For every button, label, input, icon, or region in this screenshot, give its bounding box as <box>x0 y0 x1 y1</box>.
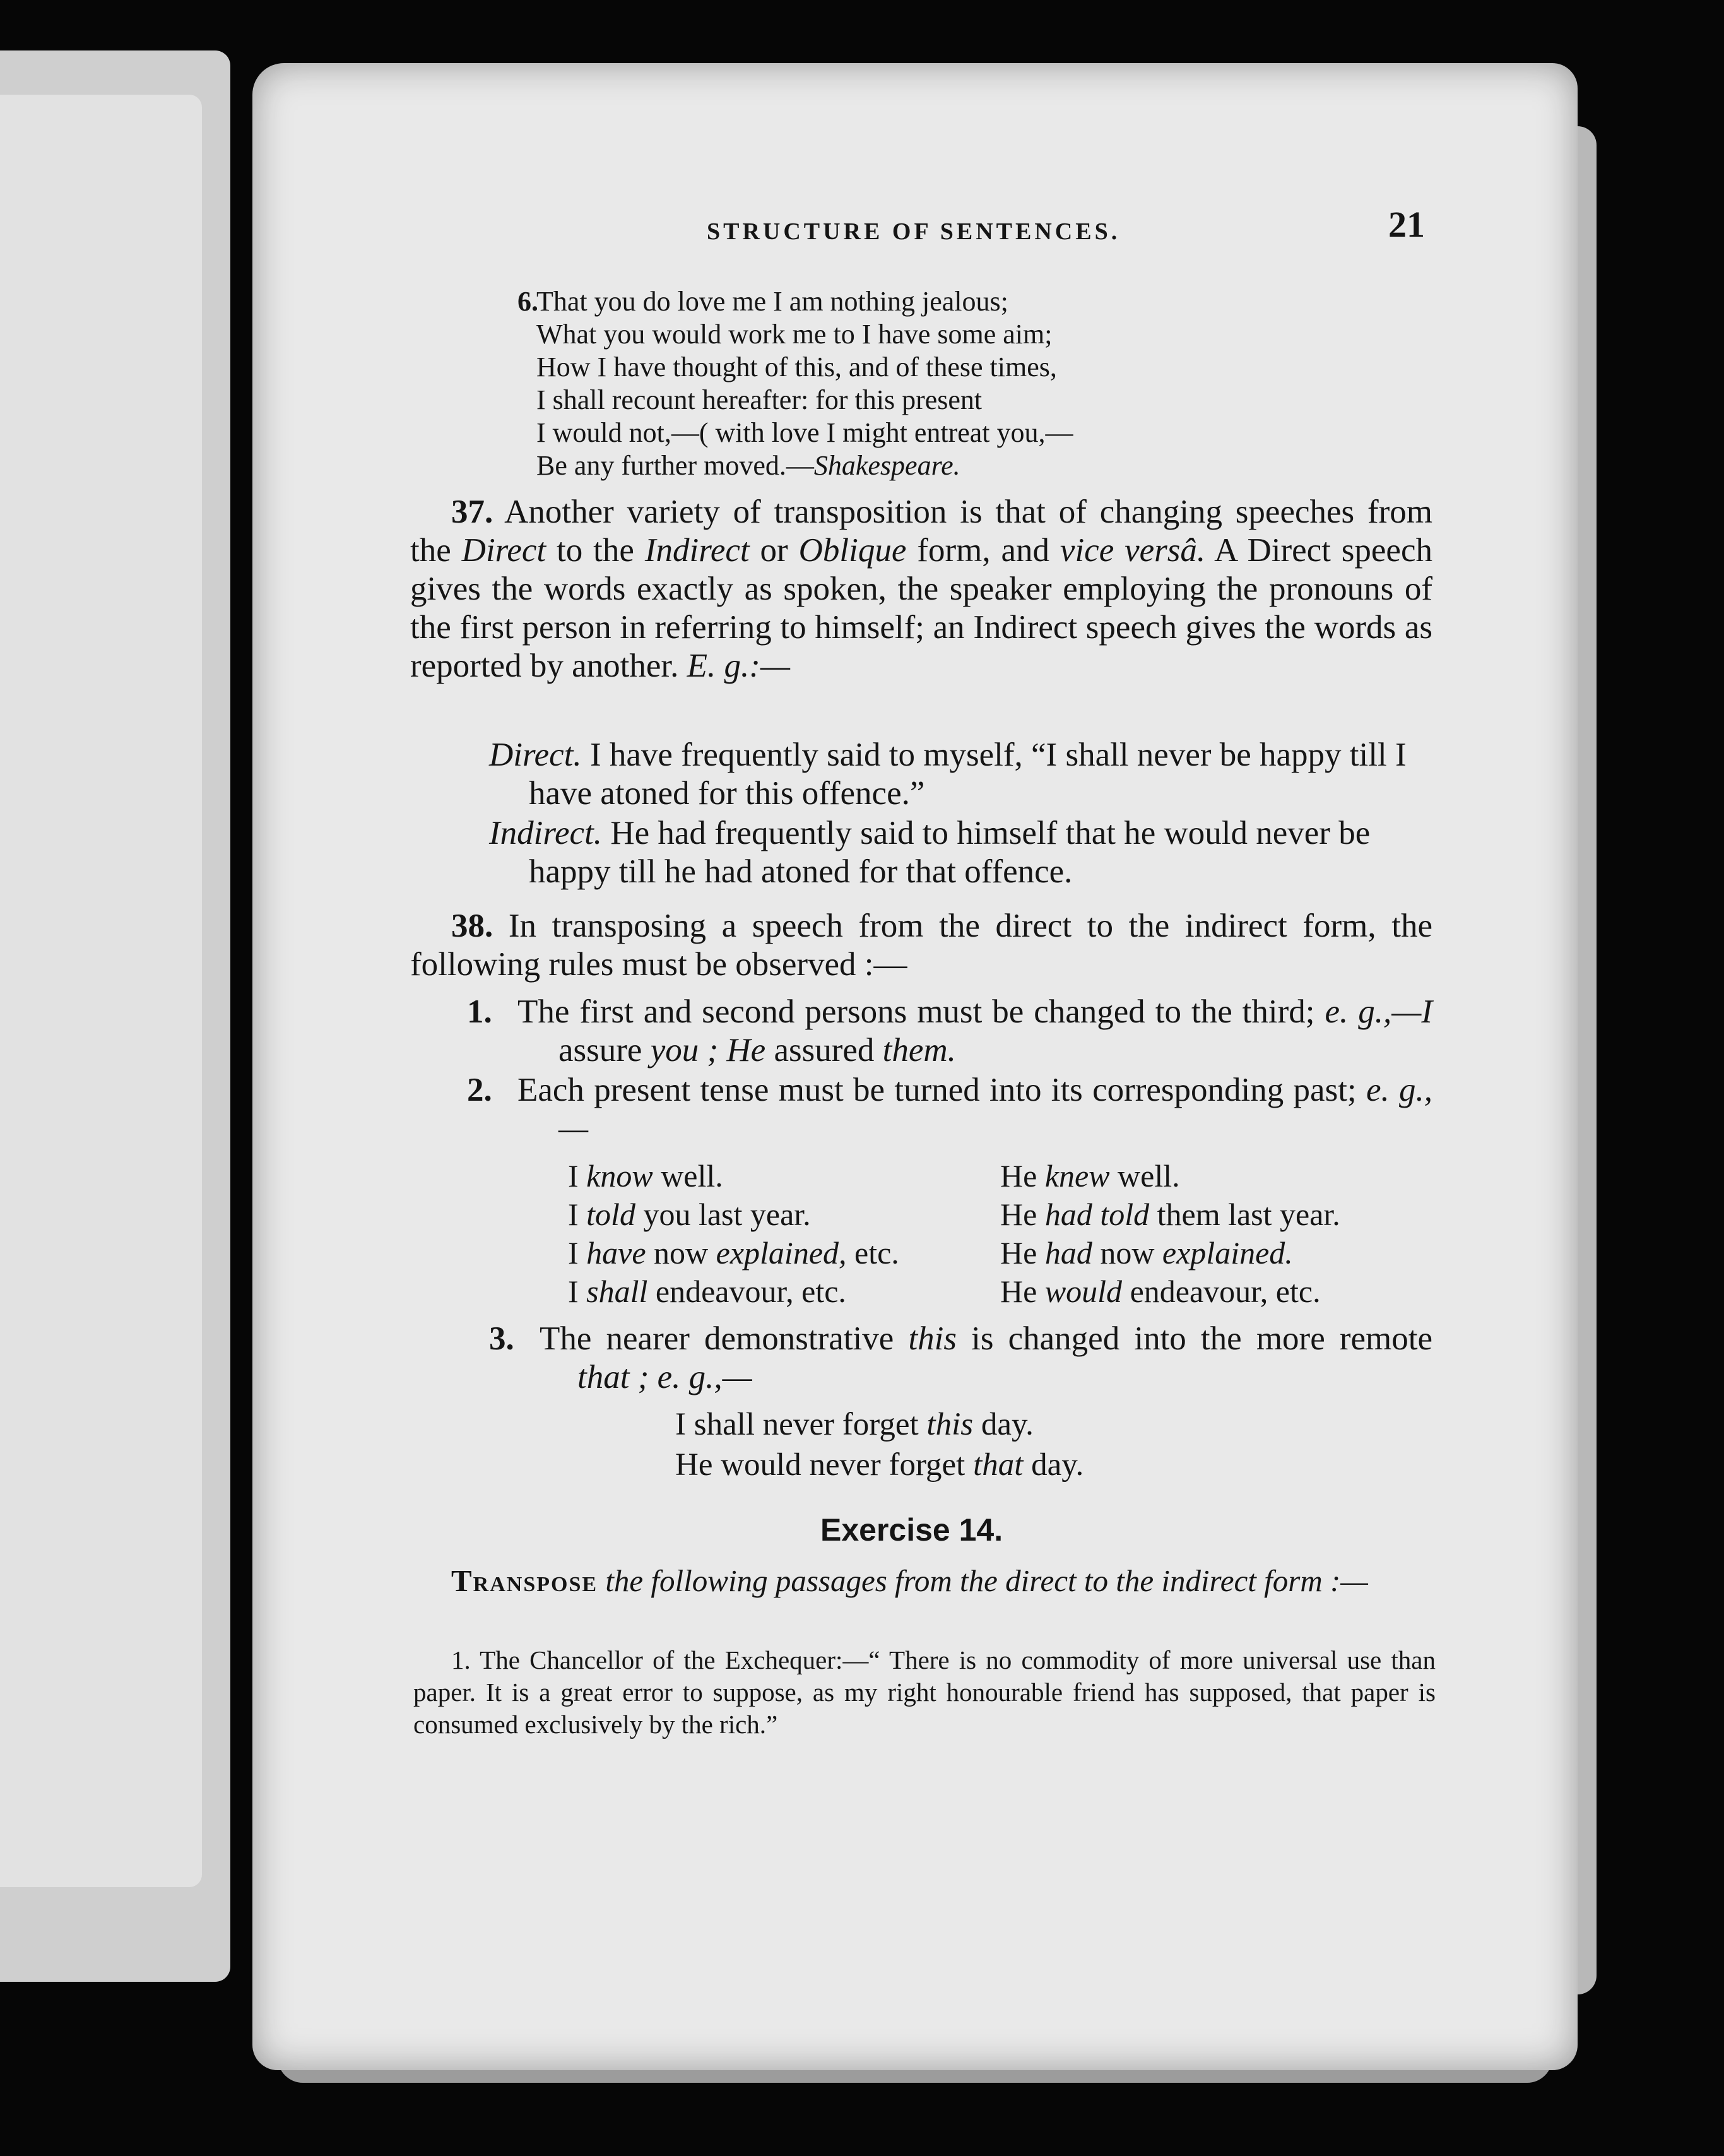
example-row <box>568 1272 1439 1311</box>
page-number: 21 <box>1388 204 1425 245</box>
example-text: now <box>646 1235 716 1270</box>
rule-text: assure <box>558 1032 651 1069</box>
rule-text: Each present tense must be turned into its corresponding past; <box>517 1072 1366 1108</box>
italic-term: e. g.,—I <box>1325 993 1432 1030</box>
quote-line: What you would work me to I have some aim; <box>536 319 1053 350</box>
paragraph-text: Another variety of transposition is that of changing speeches from the <box>410 494 1432 569</box>
italic-term: shall <box>586 1274 648 1309</box>
example-text: etc. <box>846 1235 899 1270</box>
example-text: endeavour, etc. <box>647 1274 846 1309</box>
italic-term: E. g.:— <box>687 648 790 684</box>
paragraph-number: 37. <box>451 494 493 530</box>
italic-term: this <box>908 1320 957 1357</box>
example-text: well. <box>652 1158 723 1194</box>
quote-attribution: Shakespeare. <box>813 450 960 481</box>
example-text: I <box>568 1274 587 1309</box>
quote-number: 6. <box>517 286 538 317</box>
exercise-passage: 1. The Chancellor of the Exchequer:—“ There is no commodity of more universal use than paper. It is a great error to suppose, as my right honourable friend has supposed, that paper is consumed exclusively by the rich.” <box>413 1645 1436 1739</box>
running-head: STRUCTURE OF SENTENCES. <box>707 218 1121 245</box>
example-text: day. <box>973 1407 1034 1442</box>
quote-line <box>536 449 1369 482</box>
italic-term: know <box>586 1158 653 1194</box>
example-row <box>568 1234 1439 1272</box>
rule-text: assured <box>765 1032 883 1069</box>
example-text: endeavour, etc. <box>1122 1274 1321 1309</box>
italic-term: that ; e. g.,— <box>577 1359 752 1395</box>
rule-2 <box>467 1071 1432 1148</box>
paragraph-38 <box>410 907 1432 984</box>
italic-term: told <box>586 1197 635 1232</box>
example-text: He would never forget <box>675 1447 974 1483</box>
indirect-example <box>489 814 1436 891</box>
example-text: well. <box>1109 1158 1180 1194</box>
example-text: now <box>1092 1235 1162 1270</box>
direct-text: I have frequently said to myself, “I shall never be happy till I have atoned for this offence.” <box>529 737 1407 812</box>
paragraph-text: In transposing a speech from the direct to the indirect form, the following rules must be observed :— <box>410 908 1432 983</box>
example-text: He <box>1000 1158 1045 1194</box>
example-line <box>675 1404 1083 1445</box>
quote-line: That you do love me I am nothing jealous; <box>536 286 1008 317</box>
italic-term: Direct <box>461 532 546 569</box>
paragraph-37 <box>410 493 1432 685</box>
italic-term: had told <box>1044 1197 1150 1232</box>
quote-line-text: Be any further moved.— <box>536 450 814 481</box>
paragraph-text: form, and <box>906 532 1060 569</box>
rule-number: 1. <box>467 993 492 1030</box>
example-text: you last year. <box>635 1197 811 1232</box>
instruction-text: the following passages from the direct to the indirect form :— <box>598 1563 1368 1598</box>
italic-term: Oblique <box>798 532 907 569</box>
italic-term: would <box>1044 1274 1123 1309</box>
italic-term: knew <box>1044 1158 1110 1194</box>
shakespeare-quote <box>517 285 1369 482</box>
indirect-text: He had frequently said to himself that he would never be happy till he had atoned for that offence. <box>529 815 1371 890</box>
example-text: I <box>568 1235 587 1270</box>
direct-label: Direct. <box>489 737 582 773</box>
italic-term: Indirect <box>644 532 750 569</box>
italic-term: them. <box>882 1032 956 1069</box>
quote-line: I shall recount hereafter: for this present <box>536 384 983 415</box>
example-text: I <box>568 1158 587 1194</box>
example-text: He <box>1000 1274 1045 1309</box>
direct-example <box>489 736 1436 813</box>
italic-term: have <box>586 1235 646 1270</box>
example-text: He <box>1000 1197 1045 1232</box>
rule-text: The nearer demonstrative <box>540 1320 909 1357</box>
rule-3 <box>489 1320 1432 1397</box>
demonstrative-examples <box>675 1404 1083 1485</box>
left-page-surface <box>0 95 202 1887</box>
example-text: I shall never forget <box>675 1407 927 1442</box>
italic-term: this <box>926 1407 974 1442</box>
rule-text: The first and second persons must be changed to the third; <box>517 993 1325 1030</box>
paragraph-number: 38. <box>451 908 493 944</box>
example-text: them last year. <box>1149 1197 1340 1232</box>
quote-line: How I have thought of this, and of these times, <box>536 352 1057 382</box>
paragraph-text: A Direct speech gives the words exactly as spoken, the speaker employing the pronouns of the first person in referring to himself; an Indirect speech gives the words as reported by another. <box>410 532 1432 684</box>
rule-1 <box>467 993 1432 1070</box>
example-text: I <box>568 1197 587 1232</box>
italic-term: e. g.,— <box>558 1072 1432 1147</box>
example-row <box>568 1195 1439 1234</box>
italic-term: explained. <box>1162 1235 1293 1270</box>
italic-term: had <box>1044 1235 1092 1270</box>
instruction-keyword: Transpose <box>451 1563 598 1598</box>
paragraph-text: or <box>749 532 799 569</box>
example-text: He <box>1000 1235 1045 1270</box>
italic-term: that <box>973 1447 1024 1483</box>
italic-term: you ; He <box>650 1032 766 1069</box>
rule-number: 2. <box>467 1072 492 1108</box>
tense-examples <box>568 1157 1439 1311</box>
rule-number: 3. <box>489 1320 514 1357</box>
italic-term: explained, <box>716 1235 847 1270</box>
exercise-heading: Exercise 14. <box>820 1512 1003 1548</box>
paragraph-text: to the <box>546 532 645 569</box>
example-text: day. <box>1023 1447 1084 1483</box>
indirect-label: Indirect. <box>489 815 603 851</box>
italic-term: vice versâ. <box>1060 532 1206 569</box>
rule-text: is changed into the more remote <box>957 1320 1432 1357</box>
quote-line: I would not,—( with love I might entreat you,— <box>536 417 1073 448</box>
example-row <box>568 1157 1439 1195</box>
example-line <box>675 1445 1083 1485</box>
exercise-instruction <box>413 1562 1436 1600</box>
